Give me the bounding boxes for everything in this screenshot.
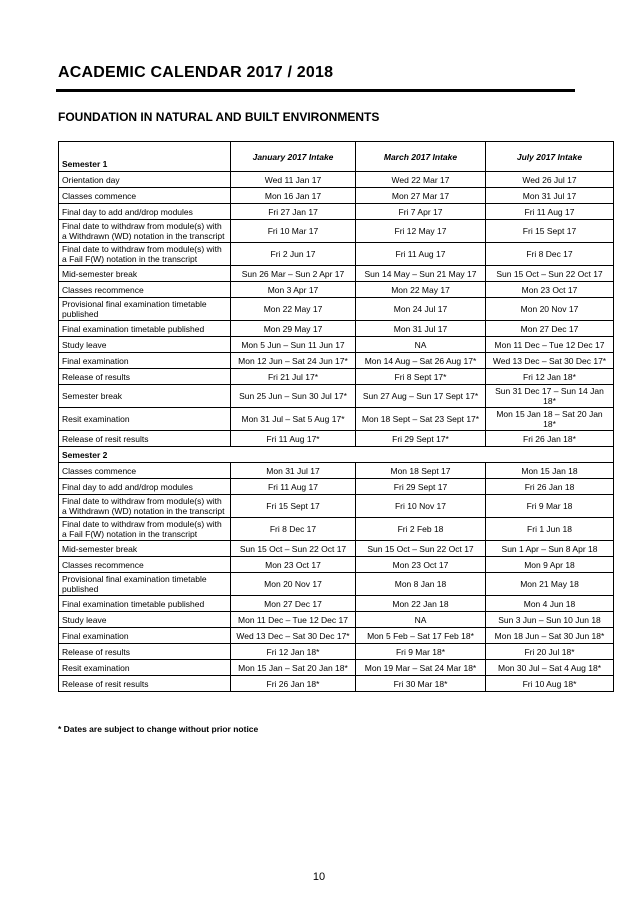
table-row bbox=[59, 282, 614, 298]
date-cell: Sun 15 Oct – Sun 22 Oct 17 bbox=[231, 541, 356, 557]
table-row bbox=[59, 676, 614, 692]
table-row bbox=[59, 408, 614, 431]
date-cell: Mon 18 Sept 17 bbox=[356, 463, 486, 479]
row-label: Release of results bbox=[59, 369, 231, 385]
row-label: Mid-semester break bbox=[59, 541, 231, 557]
date-cell: Fri 12 Jan 18* bbox=[486, 369, 614, 385]
date-cell: Mon 27 Dec 17 bbox=[231, 596, 356, 612]
row-label: Final date to withdraw from module(s) with a Withdrawn (WD) notation in the transcript bbox=[59, 495, 231, 518]
date-cell: Mon 21 May 18 bbox=[486, 573, 614, 596]
table-row bbox=[59, 596, 614, 612]
date-cell: Mon 22 May 17 bbox=[356, 282, 486, 298]
table-row bbox=[59, 220, 614, 243]
date-cell: NA bbox=[356, 337, 486, 353]
row-label: Study leave bbox=[59, 612, 231, 628]
date-cell: Mon 23 Oct 17 bbox=[486, 282, 614, 298]
table-row bbox=[59, 612, 614, 628]
date-cell: Mon 18 Sept – Sat 23 Sept 17* bbox=[356, 408, 486, 431]
date-cell: Fri 11 Aug 17 bbox=[356, 243, 486, 266]
date-cell: Fri 10 Aug 18* bbox=[486, 676, 614, 692]
semester-1-label: Semester 1 bbox=[59, 142, 231, 172]
table-row bbox=[59, 243, 614, 266]
date-cell: Mon 30 Jul – Sat 4 Aug 18* bbox=[486, 660, 614, 676]
row-label: Final examination timetable published bbox=[59, 321, 231, 337]
footnote: * Dates are subject to change without prior notice bbox=[58, 724, 259, 734]
semester-1-rows bbox=[59, 172, 614, 447]
row-label: Orientation day bbox=[59, 172, 231, 188]
date-cell: Wed 13 Dec – Sat 30 Dec 17* bbox=[231, 628, 356, 644]
date-cell: Sun 27 Aug – Sun 17 Sept 17* bbox=[356, 385, 486, 408]
title-rule bbox=[56, 89, 575, 92]
date-cell: Fri 8 Dec 17 bbox=[231, 518, 356, 541]
date-cell: Mon 11 Dec – Tue 12 Dec 17 bbox=[486, 337, 614, 353]
date-cell: Fri 15 Sept 17 bbox=[486, 220, 614, 243]
row-label: Final day to add and/drop modules bbox=[59, 479, 231, 495]
table-row bbox=[59, 337, 614, 353]
date-cell: Fri 8 Dec 17 bbox=[486, 243, 614, 266]
date-cell: Mon 23 Oct 17 bbox=[231, 557, 356, 573]
row-label: Final day to add and/drop modules bbox=[59, 204, 231, 220]
date-cell: Mon 15 Jan 18 – Sat 20 Jan 18* bbox=[486, 408, 614, 431]
row-label: Classes commence bbox=[59, 188, 231, 204]
date-cell: Fri 20 Jul 18* bbox=[486, 644, 614, 660]
table-row bbox=[59, 628, 614, 644]
date-cell: Fri 26 Jan 18* bbox=[486, 431, 614, 447]
semester-2-label: Semester 2 bbox=[59, 447, 614, 463]
column-header-july: July 2017 Intake bbox=[486, 142, 614, 172]
date-cell: Mon 27 Dec 17 bbox=[486, 321, 614, 337]
row-label: Mid-semester break bbox=[59, 266, 231, 282]
table-row bbox=[59, 172, 614, 188]
date-cell: Mon 31 Jul 17 bbox=[231, 463, 356, 479]
date-cell: Fri 2 Jun 17 bbox=[231, 243, 356, 266]
date-cell: Mon 23 Oct 17 bbox=[356, 557, 486, 573]
date-cell: Mon 22 May 17 bbox=[231, 298, 356, 321]
row-label: Resit examination bbox=[59, 660, 231, 676]
date-cell: Fri 2 Feb 18 bbox=[356, 518, 486, 541]
date-cell: Mon 31 Jul – Sat 5 Aug 17* bbox=[231, 408, 356, 431]
table-row bbox=[59, 188, 614, 204]
row-label: Final examination timetable published bbox=[59, 596, 231, 612]
semester-2-header bbox=[59, 447, 614, 463]
row-label: Final date to withdraw from module(s) with a Fail F(W) notation in the transcript bbox=[59, 243, 231, 266]
table-row bbox=[59, 266, 614, 282]
date-cell: Mon 24 Jul 17 bbox=[356, 298, 486, 321]
date-cell: Fri 12 Jan 18* bbox=[231, 644, 356, 660]
date-cell: Fri 10 Nov 17 bbox=[356, 495, 486, 518]
date-cell: Mon 31 Jul 17 bbox=[486, 188, 614, 204]
date-cell: Fri 29 Sept 17* bbox=[356, 431, 486, 447]
date-cell: Wed 11 Jan 17 bbox=[231, 172, 356, 188]
date-cell: Fri 26 Jan 18* bbox=[231, 676, 356, 692]
row-label: Final examination bbox=[59, 353, 231, 369]
date-cell: Mon 29 May 17 bbox=[231, 321, 356, 337]
date-cell: Mon 3 Apr 17 bbox=[231, 282, 356, 298]
date-cell: Sun 3 Jun – Sun 10 Jun 18 bbox=[486, 612, 614, 628]
column-header-january: January 2017 Intake bbox=[231, 142, 356, 172]
date-cell: Fri 9 Mar 18* bbox=[356, 644, 486, 660]
date-cell: Sun 15 Oct – Sun 22 Oct 17 bbox=[356, 541, 486, 557]
row-label: Final examination bbox=[59, 628, 231, 644]
date-cell: Sun 14 May – Sun 21 May 17 bbox=[356, 266, 486, 282]
page-number: 10 bbox=[312, 871, 326, 883]
table-row bbox=[59, 660, 614, 676]
date-cell: Sun 25 Jun – Sun 30 Jul 17* bbox=[231, 385, 356, 408]
date-cell: Fri 10 Mar 17 bbox=[231, 220, 356, 243]
date-cell: Fri 9 Mar 18 bbox=[486, 495, 614, 518]
table-header-row bbox=[59, 142, 614, 172]
date-cell: Fri 11 Aug 17 bbox=[486, 204, 614, 220]
row-label: Classes recommence bbox=[59, 557, 231, 573]
date-cell: Mon 11 Dec – Tue 12 Dec 17 bbox=[231, 612, 356, 628]
date-cell: Fri 29 Sept 17 bbox=[356, 479, 486, 495]
table-row bbox=[59, 495, 614, 518]
table-row bbox=[59, 463, 614, 479]
date-cell: Mon 8 Jan 18 bbox=[356, 573, 486, 596]
date-cell: Mon 14 Aug – Sat 26 Aug 17* bbox=[356, 353, 486, 369]
date-cell: Sun 31 Dec 17 – Sun 14 Jan 18* bbox=[486, 385, 614, 408]
date-cell: Fri 1 Jun 18 bbox=[486, 518, 614, 541]
date-cell: Mon 15 Jan – Sat 20 Jan 18* bbox=[231, 660, 356, 676]
date-cell: Mon 16 Jan 17 bbox=[231, 188, 356, 204]
date-cell: Sun 1 Apr – Sun 8 Apr 18 bbox=[486, 541, 614, 557]
date-cell: NA bbox=[356, 612, 486, 628]
table-row bbox=[59, 541, 614, 557]
row-label: Final date to withdraw from module(s) with a Fail F(W) notation in the transcript bbox=[59, 518, 231, 541]
table-row bbox=[59, 479, 614, 495]
date-cell: Fri 26 Jan 18 bbox=[486, 479, 614, 495]
date-cell: Mon 19 Mar – Sat 24 Mar 18* bbox=[356, 660, 486, 676]
date-cell: Mon 5 Jun – Sun 11 Jun 17 bbox=[231, 337, 356, 353]
date-cell: Mon 4 Jun 18 bbox=[486, 596, 614, 612]
date-cell: Sun 15 Oct – Sun 22 Oct 17 bbox=[486, 266, 614, 282]
date-cell: Fri 8 Sept 17* bbox=[356, 369, 486, 385]
date-cell: Sun 26 Mar – Sun 2 Apr 17 bbox=[231, 266, 356, 282]
date-cell: Fri 11 Aug 17 bbox=[231, 479, 356, 495]
table-row bbox=[59, 385, 614, 408]
row-label: Resit examination bbox=[59, 408, 231, 431]
date-cell: Fri 7 Apr 17 bbox=[356, 204, 486, 220]
date-cell: Mon 20 Nov 17 bbox=[486, 298, 614, 321]
table-row bbox=[59, 518, 614, 541]
row-label: Study leave bbox=[59, 337, 231, 353]
date-cell: Wed 26 Jul 17 bbox=[486, 172, 614, 188]
date-cell: Mon 15 Jan 18 bbox=[486, 463, 614, 479]
row-label: Final date to withdraw from module(s) with a Withdrawn (WD) notation in the transcript bbox=[59, 220, 231, 243]
table-row bbox=[59, 321, 614, 337]
date-cell: Mon 22 Jan 18 bbox=[356, 596, 486, 612]
date-cell: Mon 9 Apr 18 bbox=[486, 557, 614, 573]
row-label: Classes recommence bbox=[59, 282, 231, 298]
table-row bbox=[59, 353, 614, 369]
date-cell: Wed 13 Dec – Sat 30 Dec 17* bbox=[486, 353, 614, 369]
row-label: Release of resit results bbox=[59, 676, 231, 692]
date-cell: Wed 22 Mar 17 bbox=[356, 172, 486, 188]
table-row bbox=[59, 644, 614, 660]
table-row bbox=[59, 369, 614, 385]
date-cell: Mon 31 Jul 17 bbox=[356, 321, 486, 337]
table-row bbox=[59, 431, 614, 447]
table-row bbox=[59, 298, 614, 321]
row-label: Provisional final examination timetable published bbox=[59, 573, 231, 596]
page-title: ACADEMIC CALENDAR 2017 / 2018 bbox=[58, 64, 334, 81]
date-cell: Mon 27 Mar 17 bbox=[356, 188, 486, 204]
table-row bbox=[59, 557, 614, 573]
date-cell: Mon 20 Nov 17 bbox=[231, 573, 356, 596]
page-subtitle: FOUNDATION IN NATURAL AND BUILT ENVIRONMENTS bbox=[58, 110, 380, 124]
row-label: Release of resit results bbox=[59, 431, 231, 447]
row-label: Provisional final examination timetable published bbox=[59, 298, 231, 321]
row-label: Semester break bbox=[59, 385, 231, 408]
date-cell: Fri 11 Aug 17* bbox=[231, 431, 356, 447]
date-cell: Mon 12 Jun – Sat 24 Jun 17* bbox=[231, 353, 356, 369]
row-label: Release of results bbox=[59, 644, 231, 660]
row-label: Classes commence bbox=[59, 463, 231, 479]
date-cell: Fri 27 Jan 17 bbox=[231, 204, 356, 220]
table-row bbox=[59, 204, 614, 220]
date-cell: Fri 12 May 17 bbox=[356, 220, 486, 243]
semester-2-rows bbox=[59, 463, 614, 692]
column-header-march: March 2017 Intake bbox=[356, 142, 486, 172]
date-cell: Fri 30 Mar 18* bbox=[356, 676, 486, 692]
date-cell: Fri 15 Sept 17 bbox=[231, 495, 356, 518]
date-cell: Fri 21 Jul 17* bbox=[231, 369, 356, 385]
calendar-table bbox=[58, 141, 614, 692]
date-cell: Mon 5 Feb – Sat 17 Feb 18* bbox=[356, 628, 486, 644]
date-cell: Mon 18 Jun – Sat 30 Jun 18* bbox=[486, 628, 614, 644]
table-row bbox=[59, 573, 614, 596]
